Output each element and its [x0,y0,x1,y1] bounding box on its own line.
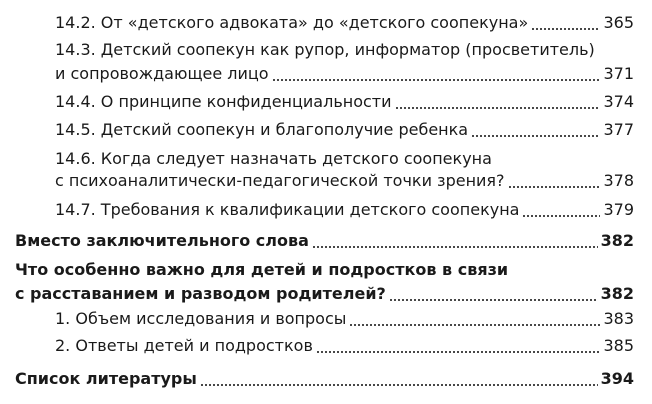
toc-entry-bibliography[interactable] [15,366,634,392]
toc-entry-important[interactable] [15,281,634,307]
toc-entry-14-2[interactable] [55,10,634,36]
dot-leader [272,61,601,87]
toc-entry-title: с психоаналитически-педагогической точки зрения? [55,171,505,190]
dot-leader [316,333,601,359]
toc-entry-answers[interactable] [55,333,634,359]
toc-entry-title: Вместо заключительного слова [15,231,309,250]
toc-entry-important-line1[interactable] [15,257,508,283]
toc-entry-title: Список литературы [15,369,197,388]
toc-entry-title: 2. Ответы детей и подростков [55,336,313,355]
toc-page-number: 365 [603,13,634,32]
dot-leader [471,117,600,143]
toc-page-number: 382 [600,231,634,250]
toc-entry-title: 14.4. О принципе конфиденциальности [55,92,392,111]
dot-leader [508,168,601,194]
toc-page-number: 378 [603,171,634,190]
toc-page-number: 382 [600,284,634,303]
toc-page-number: 377 [603,120,634,139]
toc-page-number: 383 [603,309,634,328]
dot-leader [200,366,598,392]
toc-entry-title: Что особенно важно для детей и подростков в связи [15,260,509,279]
toc-entry-title: и сопровождающее лицо [55,64,269,83]
toc-entry-14-6[interactable] [55,168,634,194]
toc-entry-14-5[interactable] [55,117,634,143]
toc-page-number: 394 [600,369,634,388]
toc-entry-research-scope[interactable] [55,306,634,332]
toc-entry-title: 14.2. От «детского адвоката» до «детского соопекуна» [55,13,529,32]
toc-entry-title: с расставанием и разводом родителей? [15,284,386,303]
dot-leader [531,10,600,36]
toc-page-number: 379 [603,200,634,219]
toc-entry-14-4[interactable] [55,89,634,115]
toc-page-number: 371 [603,64,634,83]
dot-leader [349,306,600,332]
toc-entry-title: 14.5. Детский соопекун и благополучие ребенка [55,120,469,139]
toc-entry-title: 14.7. Требования к квалификации детского соопекуна [55,200,520,219]
toc-entry-14-7[interactable] [55,197,634,223]
toc-entry-afterword[interactable] [15,228,634,254]
toc-entry-title: 14.3. Детский соопекун как рупор, информатор (просветитель) [55,40,595,59]
dot-leader [522,197,600,223]
dot-leader [395,89,601,115]
toc-entry-14-3[interactable] [55,61,634,87]
dot-leader [312,228,598,254]
toc-page-number: 385 [603,336,634,355]
toc-entry-title: 1. Объем исследования и вопросы [55,309,347,328]
dot-leader [389,281,598,307]
toc-page-number: 374 [603,92,634,111]
toc-entry-title: 14.6. Когда следует назначать детского соопекуна [55,149,492,168]
toc-entry-14-3-line1[interactable] [55,37,595,63]
